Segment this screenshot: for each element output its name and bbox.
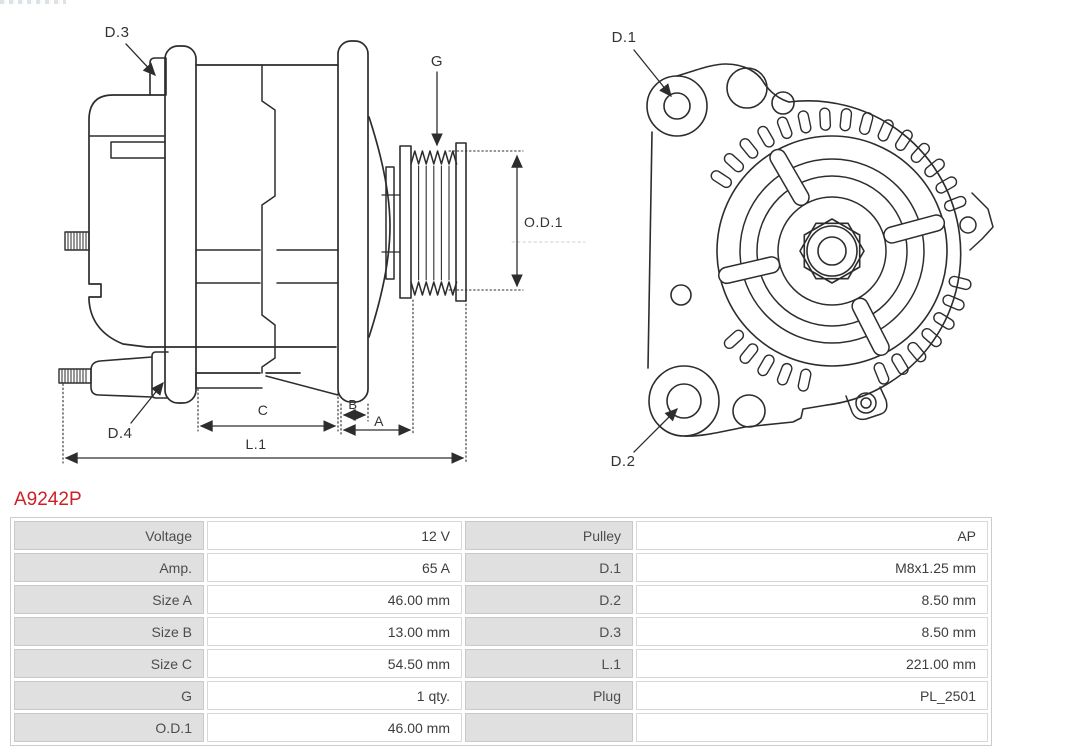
spec-value: AP (636, 521, 988, 550)
spec-row (14, 585, 988, 614)
spec-label: G (14, 681, 204, 710)
shaft-nut (800, 219, 864, 283)
terminal-stud-lower (59, 369, 91, 383)
spec-label: O.D.1 (14, 713, 204, 742)
label-l1: L.1 (245, 436, 267, 452)
spec-label: Plug (465, 681, 633, 710)
upper-bracket-hole (727, 68, 767, 108)
plug-recess (111, 142, 165, 158)
label-d4: D.4 (107, 425, 133, 442)
leader-d2 (634, 409, 677, 452)
leader-d4 (131, 383, 163, 423)
spec-row (14, 649, 988, 678)
spec-value: PL_2501 (636, 681, 988, 710)
spec-row (14, 713, 988, 742)
spec-label: Size A (14, 585, 204, 614)
spec-value (636, 713, 988, 742)
part-number: A9242P (14, 489, 82, 510)
spec-row (14, 553, 988, 582)
upper-small-hole (772, 92, 794, 114)
pulley-flange-left (400, 146, 411, 298)
spec-row (14, 617, 988, 646)
front-view (647, 64, 993, 436)
rear-ear-top (150, 58, 166, 95)
label-d1: D.1 (611, 29, 637, 46)
terminal-stud-upper (65, 232, 89, 250)
spec-row (14, 521, 988, 550)
spec-value: 65 A (207, 553, 462, 582)
side-view-dimensions (63, 44, 585, 463)
spec-label: D.3 (465, 617, 633, 646)
spec-label: Voltage (14, 521, 204, 550)
spec-value: 8.50 mm (636, 585, 988, 614)
spec-label (465, 713, 633, 742)
top-lug-boss (647, 76, 707, 136)
spec-value: 13.00 mm (207, 617, 462, 646)
front-mount-bar (338, 41, 368, 402)
label-a: A (374, 413, 384, 429)
spec-value: 1 qty. (207, 681, 462, 710)
bottom-lug-hole-d2 (667, 384, 701, 418)
spec-row (14, 681, 988, 710)
spec-value: 8.50 mm (636, 617, 988, 646)
side-view-labels (105, 24, 564, 452)
label-d2: D.2 (610, 453, 636, 470)
spec-value: 221.00 mm (636, 649, 988, 678)
pulley-grooves-bottom (411, 282, 457, 295)
label-od1: O.D.1 (524, 214, 564, 230)
spec-label: Size B (14, 617, 204, 646)
specs-table (10, 517, 992, 746)
spec-label: Amp. (14, 553, 204, 582)
spec-value: 54.50 mm (207, 649, 462, 678)
label-g: G (430, 53, 444, 70)
mid-plate-hole (671, 285, 691, 305)
spec-value: 46.00 mm (207, 713, 462, 742)
label-b: B (348, 397, 358, 412)
rear-mount-bar (165, 46, 196, 403)
pulley-grooves-top (411, 151, 457, 164)
label-c: C (257, 402, 269, 418)
spec-label: D.2 (465, 585, 633, 614)
page-edge-artifact (0, 0, 66, 4)
shaft-ticks (382, 195, 400, 252)
pulley-groove-lines (419, 166, 449, 280)
top-lug-hole-d1 (664, 93, 690, 119)
body-contour (262, 65, 275, 373)
bottom-tab (846, 387, 887, 419)
front-view-labels (611, 29, 637, 470)
lower-bracket-hole (733, 395, 765, 427)
label-d3: D.3 (104, 24, 130, 41)
spec-value: 46.00 mm (207, 585, 462, 614)
pulley-flange-right (456, 143, 466, 301)
body-foot (196, 373, 338, 395)
spec-label: Pulley (465, 521, 633, 550)
spec-label: D.1 (465, 553, 633, 582)
bottom-lug (91, 357, 152, 397)
rear-housing-outline (89, 95, 336, 347)
side-view (59, 41, 466, 403)
nose-cone (369, 117, 390, 337)
right-ear (960, 193, 993, 250)
spec-value: 12 V (207, 521, 462, 550)
spec-value: M8x1.25 mm (636, 553, 988, 582)
bottom-lug-boss (649, 366, 719, 436)
spec-label: Size C (14, 649, 204, 678)
spec-label: L.1 (465, 649, 633, 678)
